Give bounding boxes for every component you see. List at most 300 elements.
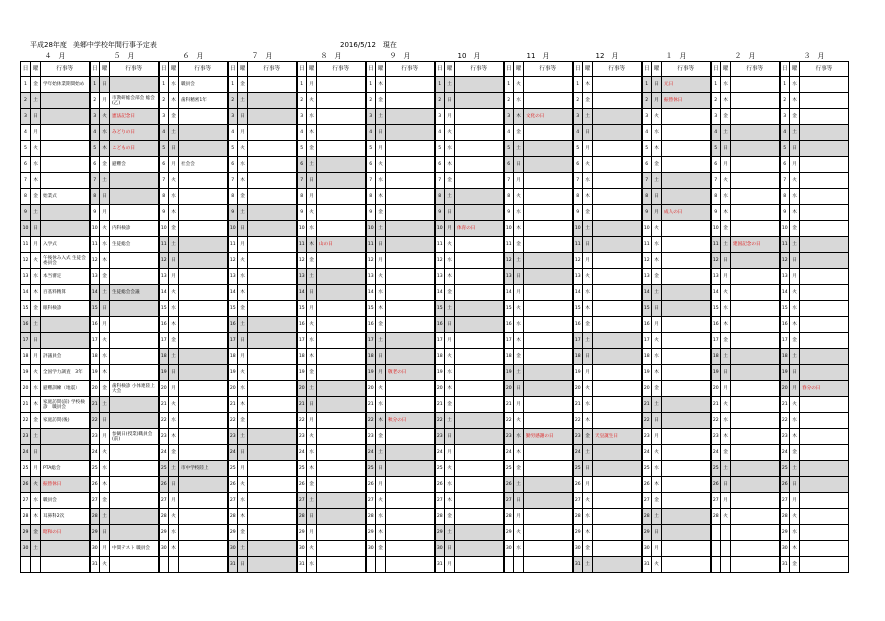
day-number: 10 [366, 221, 376, 237]
day-number: 14 [780, 285, 790, 301]
day-number: 21 [435, 397, 445, 413]
calendar-row [21, 333, 849, 349]
weekday: 木 [100, 141, 110, 157]
event-cell: 避難会 [110, 157, 159, 173]
day-number: 24 [435, 445, 445, 461]
day-number: 2 [21, 93, 31, 109]
event-cell: 避難訓練（地震） [41, 381, 90, 397]
weekday: 水 [445, 365, 455, 381]
calendar-row [21, 541, 849, 557]
day-number: 6 [21, 157, 31, 173]
weekday [376, 557, 386, 573]
event-cell [593, 141, 642, 157]
calendar-row [21, 109, 849, 125]
day-number: 4 [573, 125, 583, 141]
event-cell [386, 93, 435, 109]
weekday: 金 [376, 205, 386, 221]
day-number: 25 [90, 461, 100, 477]
event-cell [800, 333, 849, 349]
day-number: 22 [435, 413, 445, 429]
event-cell [110, 493, 159, 509]
event-cell [386, 429, 435, 445]
event-cell [524, 493, 573, 509]
weekday: 水 [376, 173, 386, 189]
weekday: 日 [238, 445, 248, 461]
day-number: 30 [504, 541, 514, 557]
weekday: 火 [100, 445, 110, 461]
day-number: 6 [435, 157, 445, 173]
event-cell [179, 205, 228, 221]
event-cell: PTA総会 [41, 461, 90, 477]
event-cell: 成人の日 [662, 205, 711, 221]
weekday: 月 [790, 157, 800, 173]
event-cell [110, 173, 159, 189]
weekday: 月 [100, 317, 110, 333]
weekday: 月 [652, 429, 662, 445]
weekday: 火 [583, 493, 593, 509]
weekday: 土 [100, 173, 110, 189]
weekday: 月 [445, 109, 455, 125]
weekday: 日 [652, 413, 662, 429]
day-number: 9 [780, 205, 790, 221]
day-number: 5 [297, 141, 307, 157]
column-header-day: 日 [159, 62, 169, 77]
day-number: 30 [573, 541, 583, 557]
event-cell [455, 237, 504, 253]
weekday: 金 [790, 445, 800, 461]
day-number: 4 [711, 125, 721, 141]
event-cell [524, 77, 573, 93]
weekday: 火 [652, 557, 662, 573]
day-number: 16 [21, 317, 31, 333]
weekday: 金 [445, 509, 455, 525]
event-cell [248, 205, 297, 221]
event-cell [386, 477, 435, 493]
annual-calendar-table [20, 52, 849, 573]
day-number: 12 [711, 253, 721, 269]
weekday: 日 [514, 493, 524, 509]
day-number: 11 [780, 237, 790, 253]
day-number: 1 [504, 77, 514, 93]
weekday: 日 [31, 221, 41, 237]
event-cell [110, 413, 159, 429]
event-cell [386, 77, 435, 93]
event-cell [731, 349, 780, 365]
event-cell [800, 109, 849, 125]
event-cell [248, 557, 297, 573]
event-cell [800, 141, 849, 157]
event-cell [593, 509, 642, 525]
weekday: 木 [583, 525, 593, 541]
day-number: 19 [228, 365, 238, 381]
event-cell: 生徒総会会議 [110, 285, 159, 301]
weekday: 月 [31, 125, 41, 141]
day-number: 7 [366, 173, 376, 189]
event-cell [731, 109, 780, 125]
event-cell [593, 397, 642, 413]
event-cell [731, 221, 780, 237]
weekday: 月 [514, 397, 524, 413]
weekday: 土 [238, 205, 248, 221]
day-number: 1 [366, 77, 376, 93]
event-cell: 建国記念の日 [731, 237, 780, 253]
event-cell [800, 285, 849, 301]
column-header-events: 行事等 [524, 62, 573, 77]
day-number: 6 [366, 157, 376, 173]
weekday: 日 [307, 397, 317, 413]
event-cell [800, 205, 849, 221]
day-number: 11 [228, 237, 238, 253]
weekday: 月 [100, 429, 110, 445]
weekday [169, 557, 179, 573]
event-cell [41, 221, 90, 237]
event-cell [524, 509, 573, 525]
event-cell [41, 333, 90, 349]
calendar-row [21, 301, 849, 317]
day-number: 19 [90, 365, 100, 381]
weekday: 日 [307, 173, 317, 189]
weekday: 日 [790, 477, 800, 493]
day-number: 16 [228, 317, 238, 333]
weekday: 土 [583, 445, 593, 461]
weekday: 月 [721, 157, 731, 173]
weekday: 月 [721, 493, 731, 509]
weekday: 水 [652, 349, 662, 365]
weekday: 水 [652, 461, 662, 477]
weekday: 土 [169, 237, 179, 253]
weekday: 木 [238, 397, 248, 413]
month-header: ２ 月 [734, 52, 756, 60]
event-cell [800, 525, 849, 541]
day-number: 23 [366, 429, 376, 445]
event-cell [248, 269, 297, 285]
event-cell [800, 125, 849, 141]
weekday: 月 [100, 205, 110, 221]
weekday: 金 [238, 525, 248, 541]
event-cell [317, 525, 366, 541]
weekday: 火 [652, 445, 662, 461]
weekday: 日 [100, 77, 110, 93]
day-number: 16 [366, 317, 376, 333]
weekday: 月 [31, 237, 41, 253]
weekday: 金 [583, 317, 593, 333]
weekday: 木 [445, 269, 455, 285]
weekday: 火 [583, 269, 593, 285]
event-cell [731, 477, 780, 493]
day-number: 3 [159, 109, 169, 125]
day-number [159, 557, 169, 573]
day-number: 15 [504, 301, 514, 317]
day-number: 19 [780, 365, 790, 381]
day-number: 5 [780, 141, 790, 157]
event-cell: 歯科精密1年 [179, 93, 228, 109]
day-number: 3 [297, 109, 307, 125]
day-number: 24 [228, 445, 238, 461]
day-number: 28 [642, 509, 652, 525]
day-number [711, 525, 721, 541]
weekday: 日 [514, 157, 524, 173]
day-number: 31 [435, 557, 445, 573]
day-number: 9 [435, 205, 445, 221]
day-number: 22 [228, 413, 238, 429]
column-header-weekday: 曜 [514, 62, 524, 77]
day-number: 9 [21, 205, 31, 221]
weekday: 火 [238, 253, 248, 269]
calendar-row [21, 525, 849, 541]
weekday: 土 [31, 541, 41, 557]
weekday: 土 [31, 429, 41, 445]
day-number: 1 [573, 77, 583, 93]
month-header: ３ 月 [803, 52, 825, 60]
column-header-weekday: 曜 [721, 62, 731, 77]
event-cell [386, 445, 435, 461]
event-cell [317, 429, 366, 445]
day-number: 23 [21, 429, 31, 445]
weekday: 火 [721, 509, 731, 525]
event-cell [800, 77, 849, 93]
day-number: 21 [159, 397, 169, 413]
event-cell [662, 269, 711, 285]
day-number: 7 [228, 173, 238, 189]
day-number: 18 [159, 349, 169, 365]
day-number: 2 [435, 93, 445, 109]
current-date [340, 40, 397, 50]
event-cell [110, 253, 159, 269]
event-cell [455, 301, 504, 317]
weekday: 水 [169, 413, 179, 429]
weekday: 土 [445, 301, 455, 317]
day-number: 12 [159, 253, 169, 269]
weekday: 月 [583, 253, 593, 269]
day-number: 28 [780, 509, 790, 525]
column-header-events: 行事等 [248, 62, 297, 77]
weekday: 火 [31, 365, 41, 381]
day-number: 22 [504, 413, 514, 429]
day-number: 29 [21, 525, 31, 541]
weekday: 土 [721, 237, 731, 253]
weekday: 水 [100, 237, 110, 253]
month-header: ９ 月 [389, 52, 411, 60]
event-cell [455, 141, 504, 157]
weekday: 火 [307, 317, 317, 333]
event-cell [179, 397, 228, 413]
event-cell [386, 253, 435, 269]
event-cell [248, 541, 297, 557]
day-number: 14 [504, 285, 514, 301]
weekday: 土 [583, 221, 593, 237]
event-cell [317, 333, 366, 349]
event-cell [41, 541, 90, 557]
weekday: 土 [31, 205, 41, 221]
column-header-weekday: 曜 [31, 62, 41, 77]
page-title [30, 40, 163, 50]
weekday: 日 [376, 461, 386, 477]
day-number: 4 [228, 125, 238, 141]
day-number: 28 [504, 509, 514, 525]
weekday: 木 [169, 93, 179, 109]
weekday: 木 [238, 173, 248, 189]
event-cell [800, 365, 849, 381]
event-cell: 振替休日 [41, 477, 90, 493]
weekday: 水 [514, 429, 524, 445]
event-cell [317, 349, 366, 365]
weekday: 火 [790, 397, 800, 413]
day-number: 23 [711, 429, 721, 445]
day-number: 25 [504, 461, 514, 477]
event-cell [248, 93, 297, 109]
weekday: 土 [238, 429, 248, 445]
calendar-row [21, 125, 849, 141]
event-cell [524, 349, 573, 365]
event-cell [179, 365, 228, 381]
event-cell [800, 397, 849, 413]
event-cell [41, 109, 90, 125]
event-cell [248, 221, 297, 237]
weekday: 水 [307, 333, 317, 349]
weekday: 月 [583, 141, 593, 157]
day-number: 5 [366, 141, 376, 157]
event-cell: 午後休み入式 生徒会 委員会 [41, 253, 90, 269]
day-number: 7 [435, 173, 445, 189]
day-number: 17 [435, 333, 445, 349]
weekday: 土 [790, 125, 800, 141]
column-header-events: 行事等 [179, 62, 228, 77]
event-cell [455, 477, 504, 493]
event-cell [386, 541, 435, 557]
day-number: 21 [573, 397, 583, 413]
day-number: 23 [297, 429, 307, 445]
event-cell [800, 509, 849, 525]
event-cell [662, 493, 711, 509]
day-number: 1 [228, 77, 238, 93]
event-cell [455, 189, 504, 205]
event-cell [317, 413, 366, 429]
day-number: 17 [297, 333, 307, 349]
day-number: 15 [297, 301, 307, 317]
day-number: 28 [573, 509, 583, 525]
day-number: 21 [642, 397, 652, 413]
day-number: 22 [573, 413, 583, 429]
event-cell [593, 445, 642, 461]
event-cell [455, 541, 504, 557]
event-cell [386, 237, 435, 253]
day-number: 7 [642, 173, 652, 189]
weekday: 木 [307, 349, 317, 365]
weekday: 水 [583, 397, 593, 413]
day-number: 7 [504, 173, 514, 189]
event-cell [110, 445, 159, 461]
event-cell: 秋分の日 [386, 413, 435, 429]
day-number: 28 [435, 509, 445, 525]
event-cell [662, 317, 711, 333]
day-number: 7 [297, 173, 307, 189]
day-number: 9 [90, 205, 100, 221]
day-number: 16 [504, 317, 514, 333]
event-cell [800, 221, 849, 237]
event-cell [41, 141, 90, 157]
event-cell [662, 333, 711, 349]
event-cell: 全国学力調査 3年 [41, 365, 90, 381]
day-number: 3 [21, 109, 31, 125]
event-cell [386, 269, 435, 285]
event-cell [800, 173, 849, 189]
weekday: 月 [169, 381, 179, 397]
day-number: 28 [90, 509, 100, 525]
day-number: 18 [504, 349, 514, 365]
weekday: 日 [445, 205, 455, 221]
event-cell [110, 77, 159, 93]
weekday: 金 [790, 333, 800, 349]
column-header-day: 日 [642, 62, 652, 77]
weekday: 金 [307, 253, 317, 269]
event-cell: 家庭訪問(後) [41, 413, 90, 429]
weekday: 木 [31, 173, 41, 189]
event-cell [800, 269, 849, 285]
calendar-row [21, 557, 849, 573]
event-cell [179, 317, 228, 333]
day-number: 7 [159, 173, 169, 189]
event-cell: 百基料精算 [41, 285, 90, 301]
event-cell: 春分の日 [800, 381, 849, 397]
event-cell [593, 93, 642, 109]
weekday: 日 [445, 93, 455, 109]
weekday: 月 [169, 269, 179, 285]
weekday: 木 [652, 477, 662, 493]
day-number: 3 [504, 109, 514, 125]
day-number: 21 [21, 397, 31, 413]
weekday: 金 [169, 445, 179, 461]
day-number: 20 [90, 381, 100, 397]
day-number: 6 [504, 157, 514, 173]
event-cell [662, 365, 711, 381]
event-cell: 中間テスト 職員会 [110, 541, 159, 557]
day-number: 24 [711, 445, 721, 461]
event-cell [800, 445, 849, 461]
event-cell [731, 269, 780, 285]
day-number: 26 [228, 477, 238, 493]
day-number: 1 [711, 77, 721, 93]
event-cell [41, 205, 90, 221]
event-cell [386, 205, 435, 221]
weekday: 土 [445, 413, 455, 429]
weekday: 金 [238, 301, 248, 317]
day-number: 6 [642, 157, 652, 173]
event-cell [386, 157, 435, 173]
day-number: 20 [366, 381, 376, 397]
day-number: 1 [90, 77, 100, 93]
event-cell [662, 285, 711, 301]
weekday: 日 [376, 237, 386, 253]
weekday: 水 [790, 413, 800, 429]
weekday: 木 [238, 285, 248, 301]
day-number: 10 [642, 221, 652, 237]
day-number: 4 [435, 125, 445, 141]
day-number: 22 [90, 413, 100, 429]
day-number: 8 [297, 189, 307, 205]
weekday: 月 [652, 93, 662, 109]
event-cell [248, 237, 297, 253]
day-number: 30 [642, 541, 652, 557]
day-number: 16 [297, 317, 307, 333]
event-cell [179, 301, 228, 317]
event-cell [317, 125, 366, 141]
event-cell [110, 317, 159, 333]
event-cell: 文化の日 [524, 109, 573, 125]
day-number: 5 [435, 141, 445, 157]
weekday: 水 [31, 269, 41, 285]
calendar-row [21, 493, 849, 509]
event-cell [248, 125, 297, 141]
